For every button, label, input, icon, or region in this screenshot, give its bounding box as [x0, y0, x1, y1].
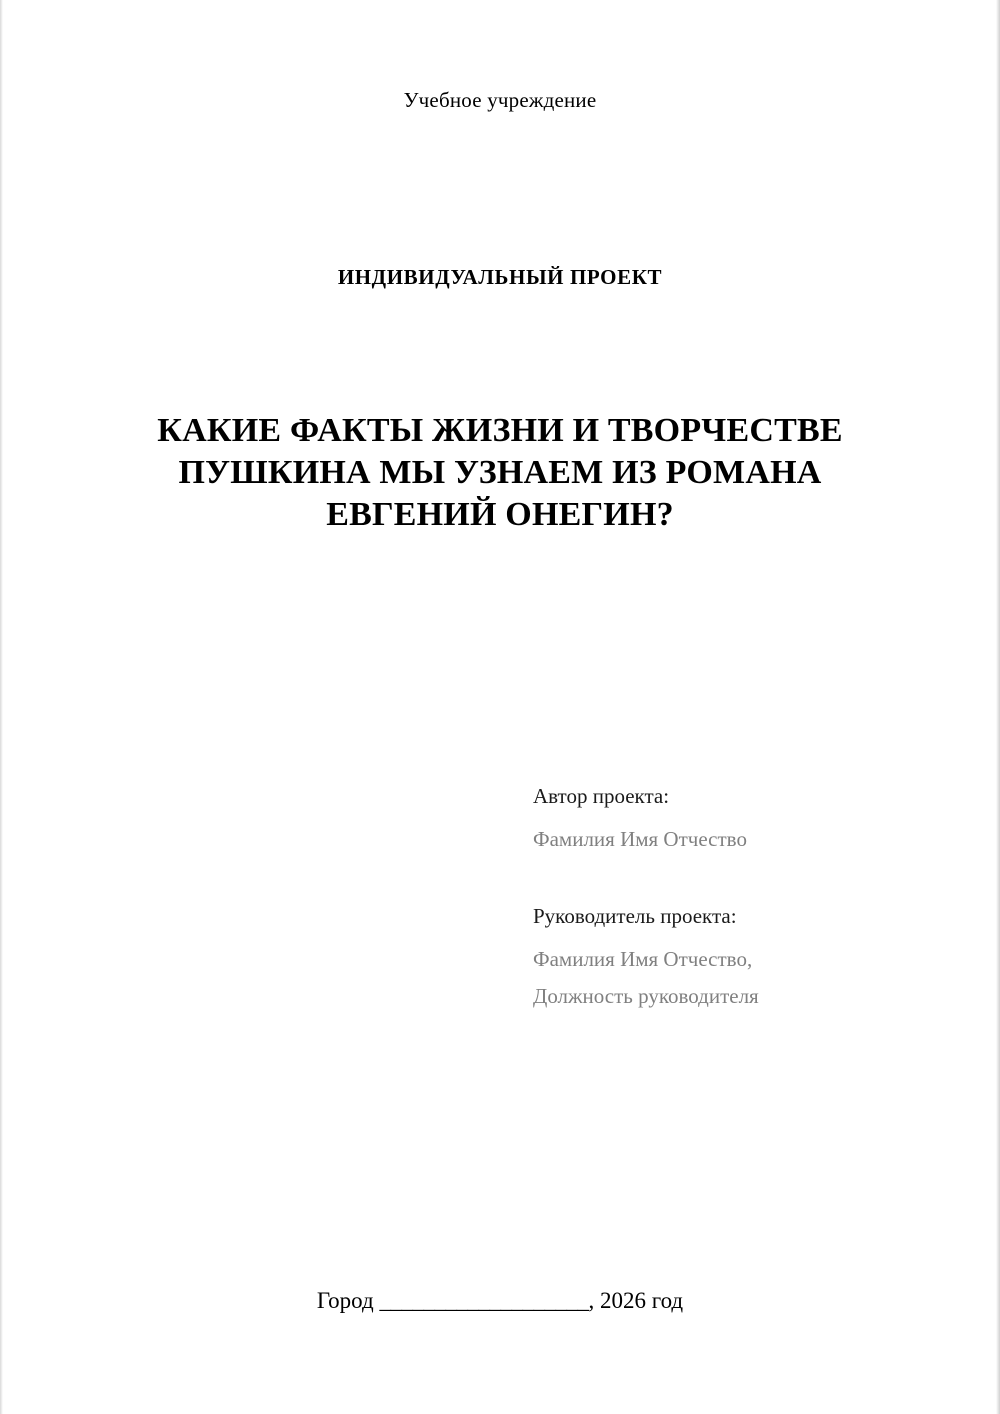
- title-line-1: КАКИЕ ФАКТЫ ЖИЗНИ И ТВОРЧЕСТВЕ: [157, 412, 843, 449]
- author-block: [533, 786, 953, 850]
- city-label: Город: [316, 1288, 374, 1313]
- page-title: [110, 410, 890, 535]
- year-text: , 2026 год: [588, 1288, 684, 1313]
- supervisor-block: [533, 906, 953, 1007]
- institution-name: Учебное учреждение: [403, 88, 597, 112]
- page-footer: [0, 1288, 1000, 1314]
- supervisor-label: Руководитель проекта:: [533, 904, 737, 928]
- author-value: Фамилия Имя Отчество: [533, 827, 747, 851]
- document-type: ИНДИВИДУАЛЬНЫЙ ПРОЕКТ: [337, 265, 663, 289]
- city-blank-field: ___________________: [379, 1288, 589, 1313]
- author-label: Автор проекта:: [533, 784, 670, 808]
- title-line-3: ЕВГЕНИЙ ОНЕГИН?: [326, 495, 674, 533]
- title-line-2: ПУШКИНА МЫ УЗНАЕМ ИЗ РОМАНА: [178, 453, 822, 491]
- supervisor-value-line-2: Должность руководителя: [533, 984, 759, 1008]
- credits-block: [533, 786, 953, 1007]
- supervisor-value-line-1: Фамилия Имя Отчество,: [533, 947, 753, 971]
